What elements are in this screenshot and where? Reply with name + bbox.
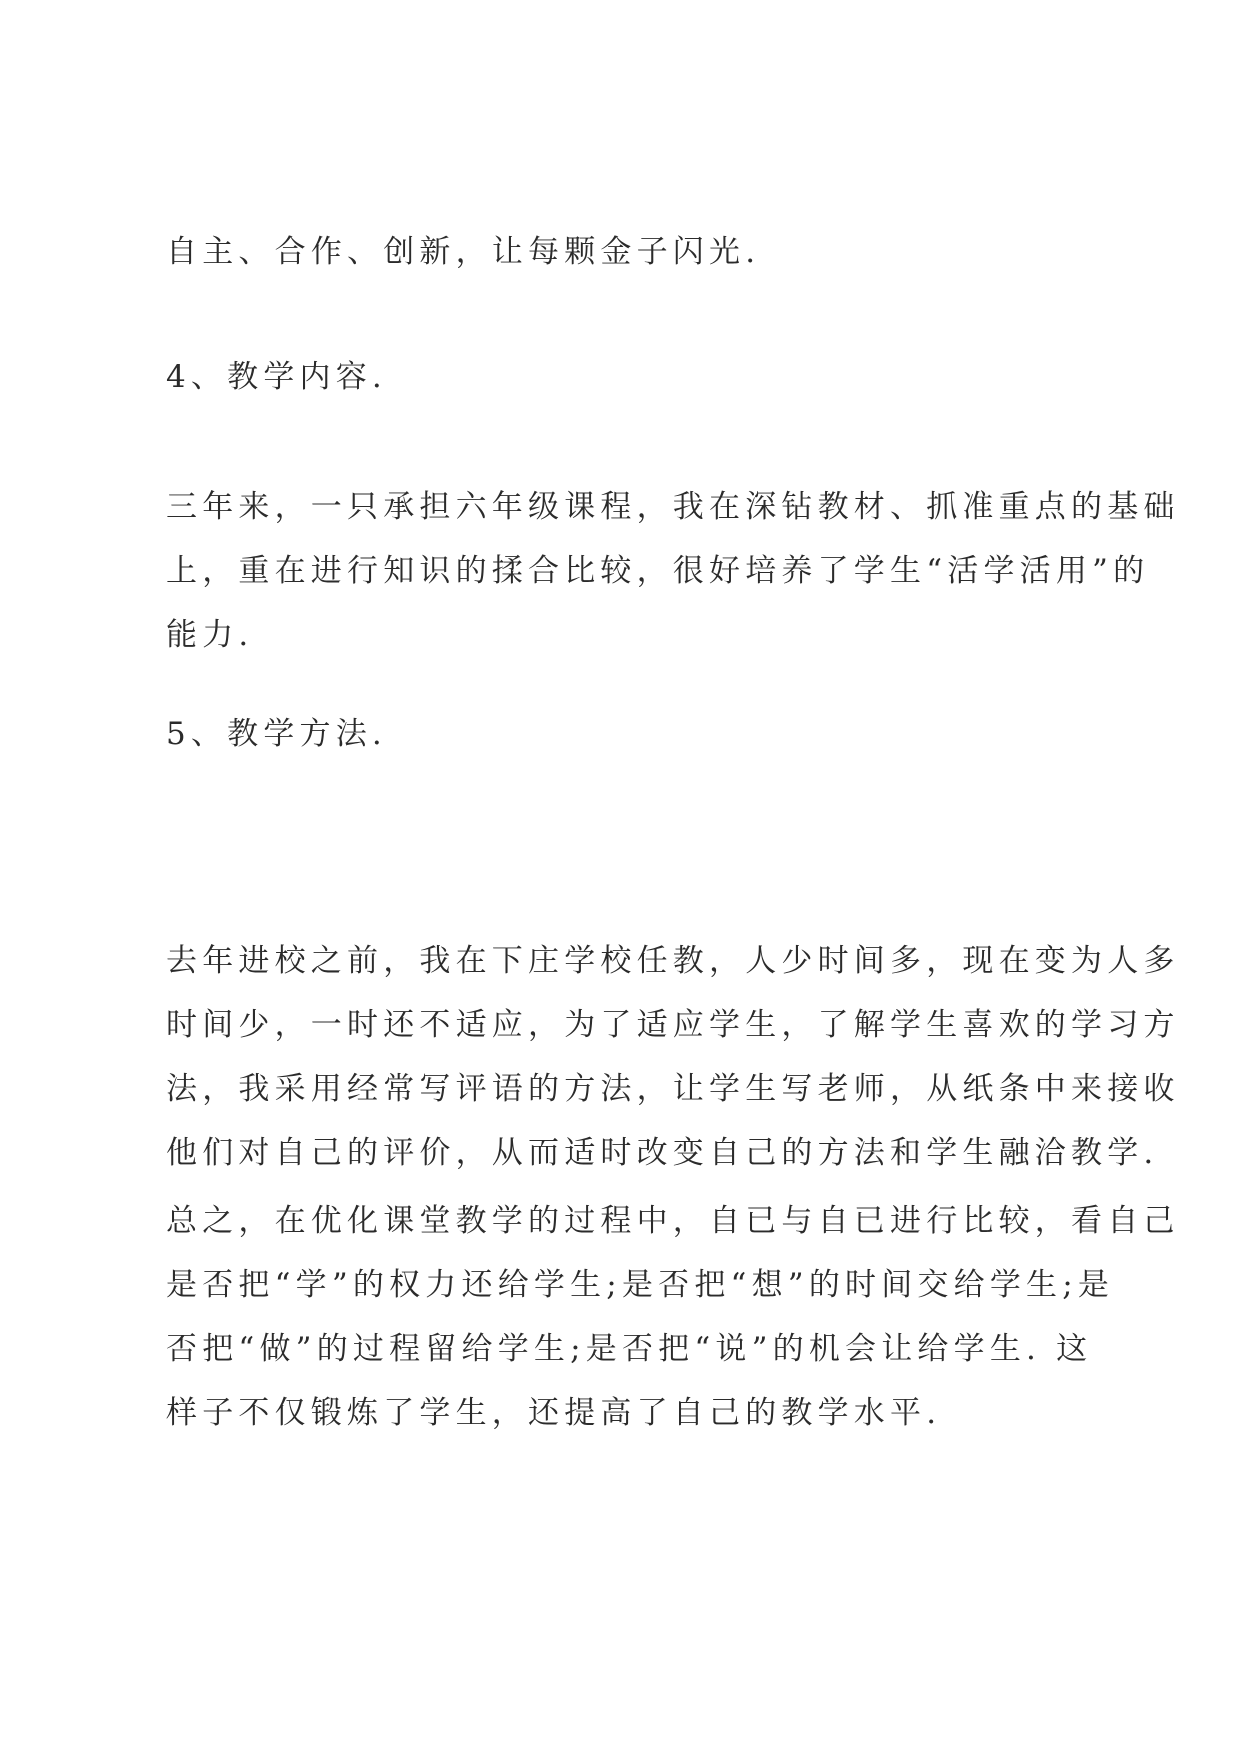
text-line: 否把“做”的过程留给学生;是否把“说”的机会让给学生. 这 (166, 1331, 1093, 1367)
text-line: 能力. (166, 617, 254, 653)
paragraph-intro-slogan (166, 220, 1096, 284)
paragraph-summary (166, 1189, 1180, 1445)
text-line: 4、教学内容. (166, 359, 387, 395)
text-line: 样子不仅锻炼了学生，还提高了自己的教学水平. (166, 1395, 942, 1431)
text-line: 他们对自己的评价，从而适时改变自己的方法和学生融洽教学. (166, 1135, 1159, 1171)
text-line: 5、教学方法. (166, 716, 387, 752)
text-line: 是否把“学”的权力还给学生;是否把“想”的时间交给学生;是 (166, 1267, 1115, 1303)
text-line: 去年进校之前，我在下庄学校任教，人少时间多，现在变为人多 (166, 943, 1180, 979)
text-line: 三年来，一只承担六年级课程，我在深钻教材、抓准重点的基础 (166, 489, 1180, 525)
paragraph-teaching-content (166, 475, 1180, 667)
text-line: 时间少，一时还不适应，为了适应学生，了解学生喜欢的学习方 (166, 1007, 1180, 1043)
paragraph-teaching-methods (166, 929, 1180, 1185)
section-heading-teaching-content (166, 345, 1096, 409)
text-line: 法，我采用经常写评语的方法，让学生写老师，从纸条中来接收 (166, 1071, 1180, 1107)
text-line: 上，重在进行知识的揉合比较，很好培养了学生“活学活用”的 (166, 553, 1150, 589)
text-line: 自主、合作、创新，让每颗金子闪光. (166, 234, 761, 270)
text-line: 总之，在优化课堂教学的过程中，自已与自已进行比较，看自己 (166, 1203, 1180, 1239)
section-heading-teaching-methods (166, 702, 1096, 766)
